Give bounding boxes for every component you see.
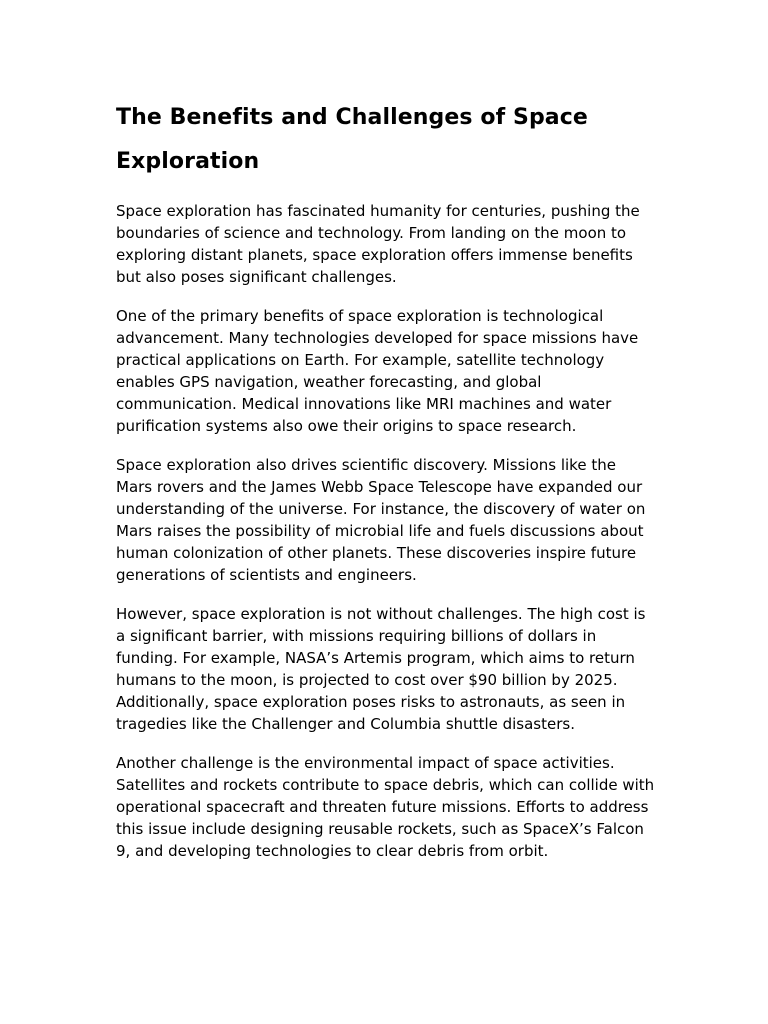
document-title: The Benefits and Challenges of Space Exploration — [116, 105, 588, 174]
paragraph-discovery: Space exploration also drives scientific discovery. Missions like the Mars rovers and the James Webb Space Telescope have expanded our understanding of the universe. For instance, the discovery of water on Mars raises the possibility of microbial life and fuels discussions about human colonization of other planets. These discoveries inspire future generations of scientists and engineers. — [116, 456, 646, 584]
paragraph-intro: Space exploration has fascinated humanity for centuries, pushing the boundaries of science and technology. From landing on the moon to exploring distant planets, space exploration offers immense benefits but also poses significant challenges. — [116, 202, 640, 286]
paragraph-technology: One of the primary benefits of space exploration is technological advancement. Many technologies developed for space missions have practical applications on Earth. For example, satellite technology enables GPS navigation, weather forecasting, and global communication. Medical innovations like MRI machines and water purification systems also owe their origins to space research. — [116, 307, 639, 435]
document-page — [116, 96, 656, 862]
paragraph-environment: Another challenge is the environmental impact of space activities. Satellites and rockets contribute to space debris, which can collide with operational spacecraft and threaten future missions. Efforts to address this issue include designing reusable rockets, such as SpaceX’s Falcon 9, and developing technologies to clear debris from orbit. — [116, 754, 655, 860]
paragraph-cost-risks: However, space exploration is not without challenges. The high cost is a significant barrier, with missions requiring billions of dollars in funding. For example, NASA’s Artemis program, which aims to return humans to the moon, is projected to cost over $90 billion by 2025. Additionally, space exploration poses risks to astronauts, as seen in tragedies like the Challenger and Columbia shuttle disasters. — [116, 605, 646, 733]
